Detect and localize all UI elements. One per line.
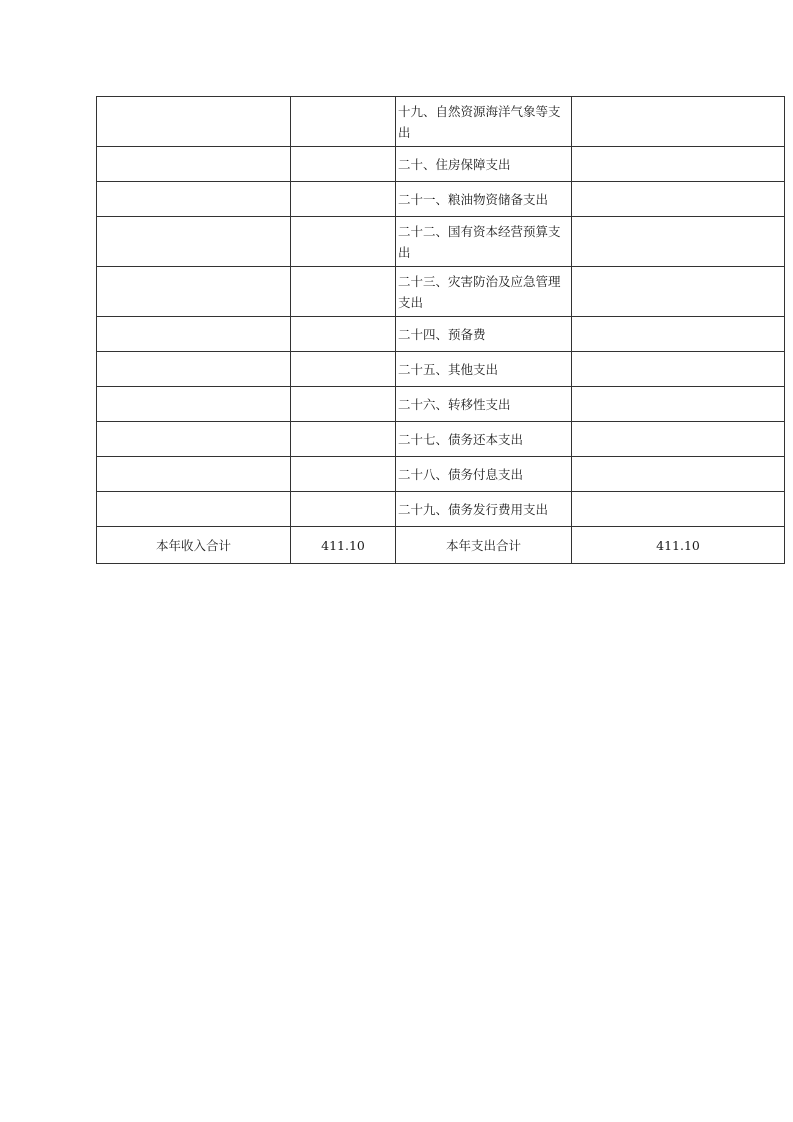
expense-amount-cell [572,182,785,217]
table-row [97,457,785,492]
table-row [97,387,785,422]
income-total-label: 本年收入合计 [97,527,291,564]
income-item-cell [97,147,291,182]
expense-item-cell: 十九、自然资源海洋气象等支出 [396,97,572,147]
expense-item-cell: 二十、住房保障支出 [396,147,572,182]
expense-amount-cell [572,217,785,267]
income-item-cell [97,457,291,492]
expense-item-cell: 二十五、其他支出 [396,352,572,387]
table-row [97,97,785,147]
income-item-cell [97,182,291,217]
expense-amount-cell [572,492,785,527]
expense-item-cell: 二十三、灾害防治及应急管理支出 [396,267,572,317]
income-amount-cell [291,352,396,387]
expense-amount-cell [572,317,785,352]
expense-item-cell: 二十一、粮油物资储备支出 [396,182,572,217]
income-amount-cell [291,147,396,182]
income-amount-cell [291,182,396,217]
income-item-cell [97,352,291,387]
table-row [97,422,785,457]
expense-item-cell: 二十四、预备费 [396,317,572,352]
income-amount-cell [291,422,396,457]
income-item-cell [97,217,291,267]
table-row [97,267,785,317]
table-row [97,217,785,267]
expense-item-cell: 二十七、债务还本支出 [396,422,572,457]
expense-amount-cell [572,422,785,457]
income-amount-cell [291,457,396,492]
income-item-cell [97,267,291,317]
table-row [97,352,785,387]
income-item-cell [97,97,291,147]
income-amount-cell [291,317,396,352]
table-row [97,182,785,217]
expense-item-cell: 二十六、转移性支出 [396,387,572,422]
income-item-cell [97,422,291,457]
table-row [97,147,785,182]
expense-amount-cell [572,97,785,147]
income-amount-cell [291,97,396,147]
budget-table [96,96,785,564]
income-item-cell [97,492,291,527]
income-total-amount: 411.10 [291,527,396,564]
income-amount-cell [291,267,396,317]
income-item-cell [97,317,291,352]
income-amount-cell [291,492,396,527]
expense-amount-cell [572,457,785,492]
expense-item-cell: 二十二、国有资本经营预算支出 [396,217,572,267]
expense-amount-cell [572,352,785,387]
expense-item-cell: 二十九、债务发行费用支出 [396,492,572,527]
table-row [97,492,785,527]
expense-amount-cell [572,267,785,317]
income-item-cell [97,387,291,422]
expense-total-amount: 411.10 [572,527,785,564]
expense-amount-cell [572,147,785,182]
income-amount-cell [291,217,396,267]
expense-item-cell: 二十八、债务付息支出 [396,457,572,492]
total-row [97,527,785,564]
table-row [97,317,785,352]
income-amount-cell [291,387,396,422]
expense-amount-cell [572,387,785,422]
expense-total-label: 本年支出合计 [396,527,572,564]
